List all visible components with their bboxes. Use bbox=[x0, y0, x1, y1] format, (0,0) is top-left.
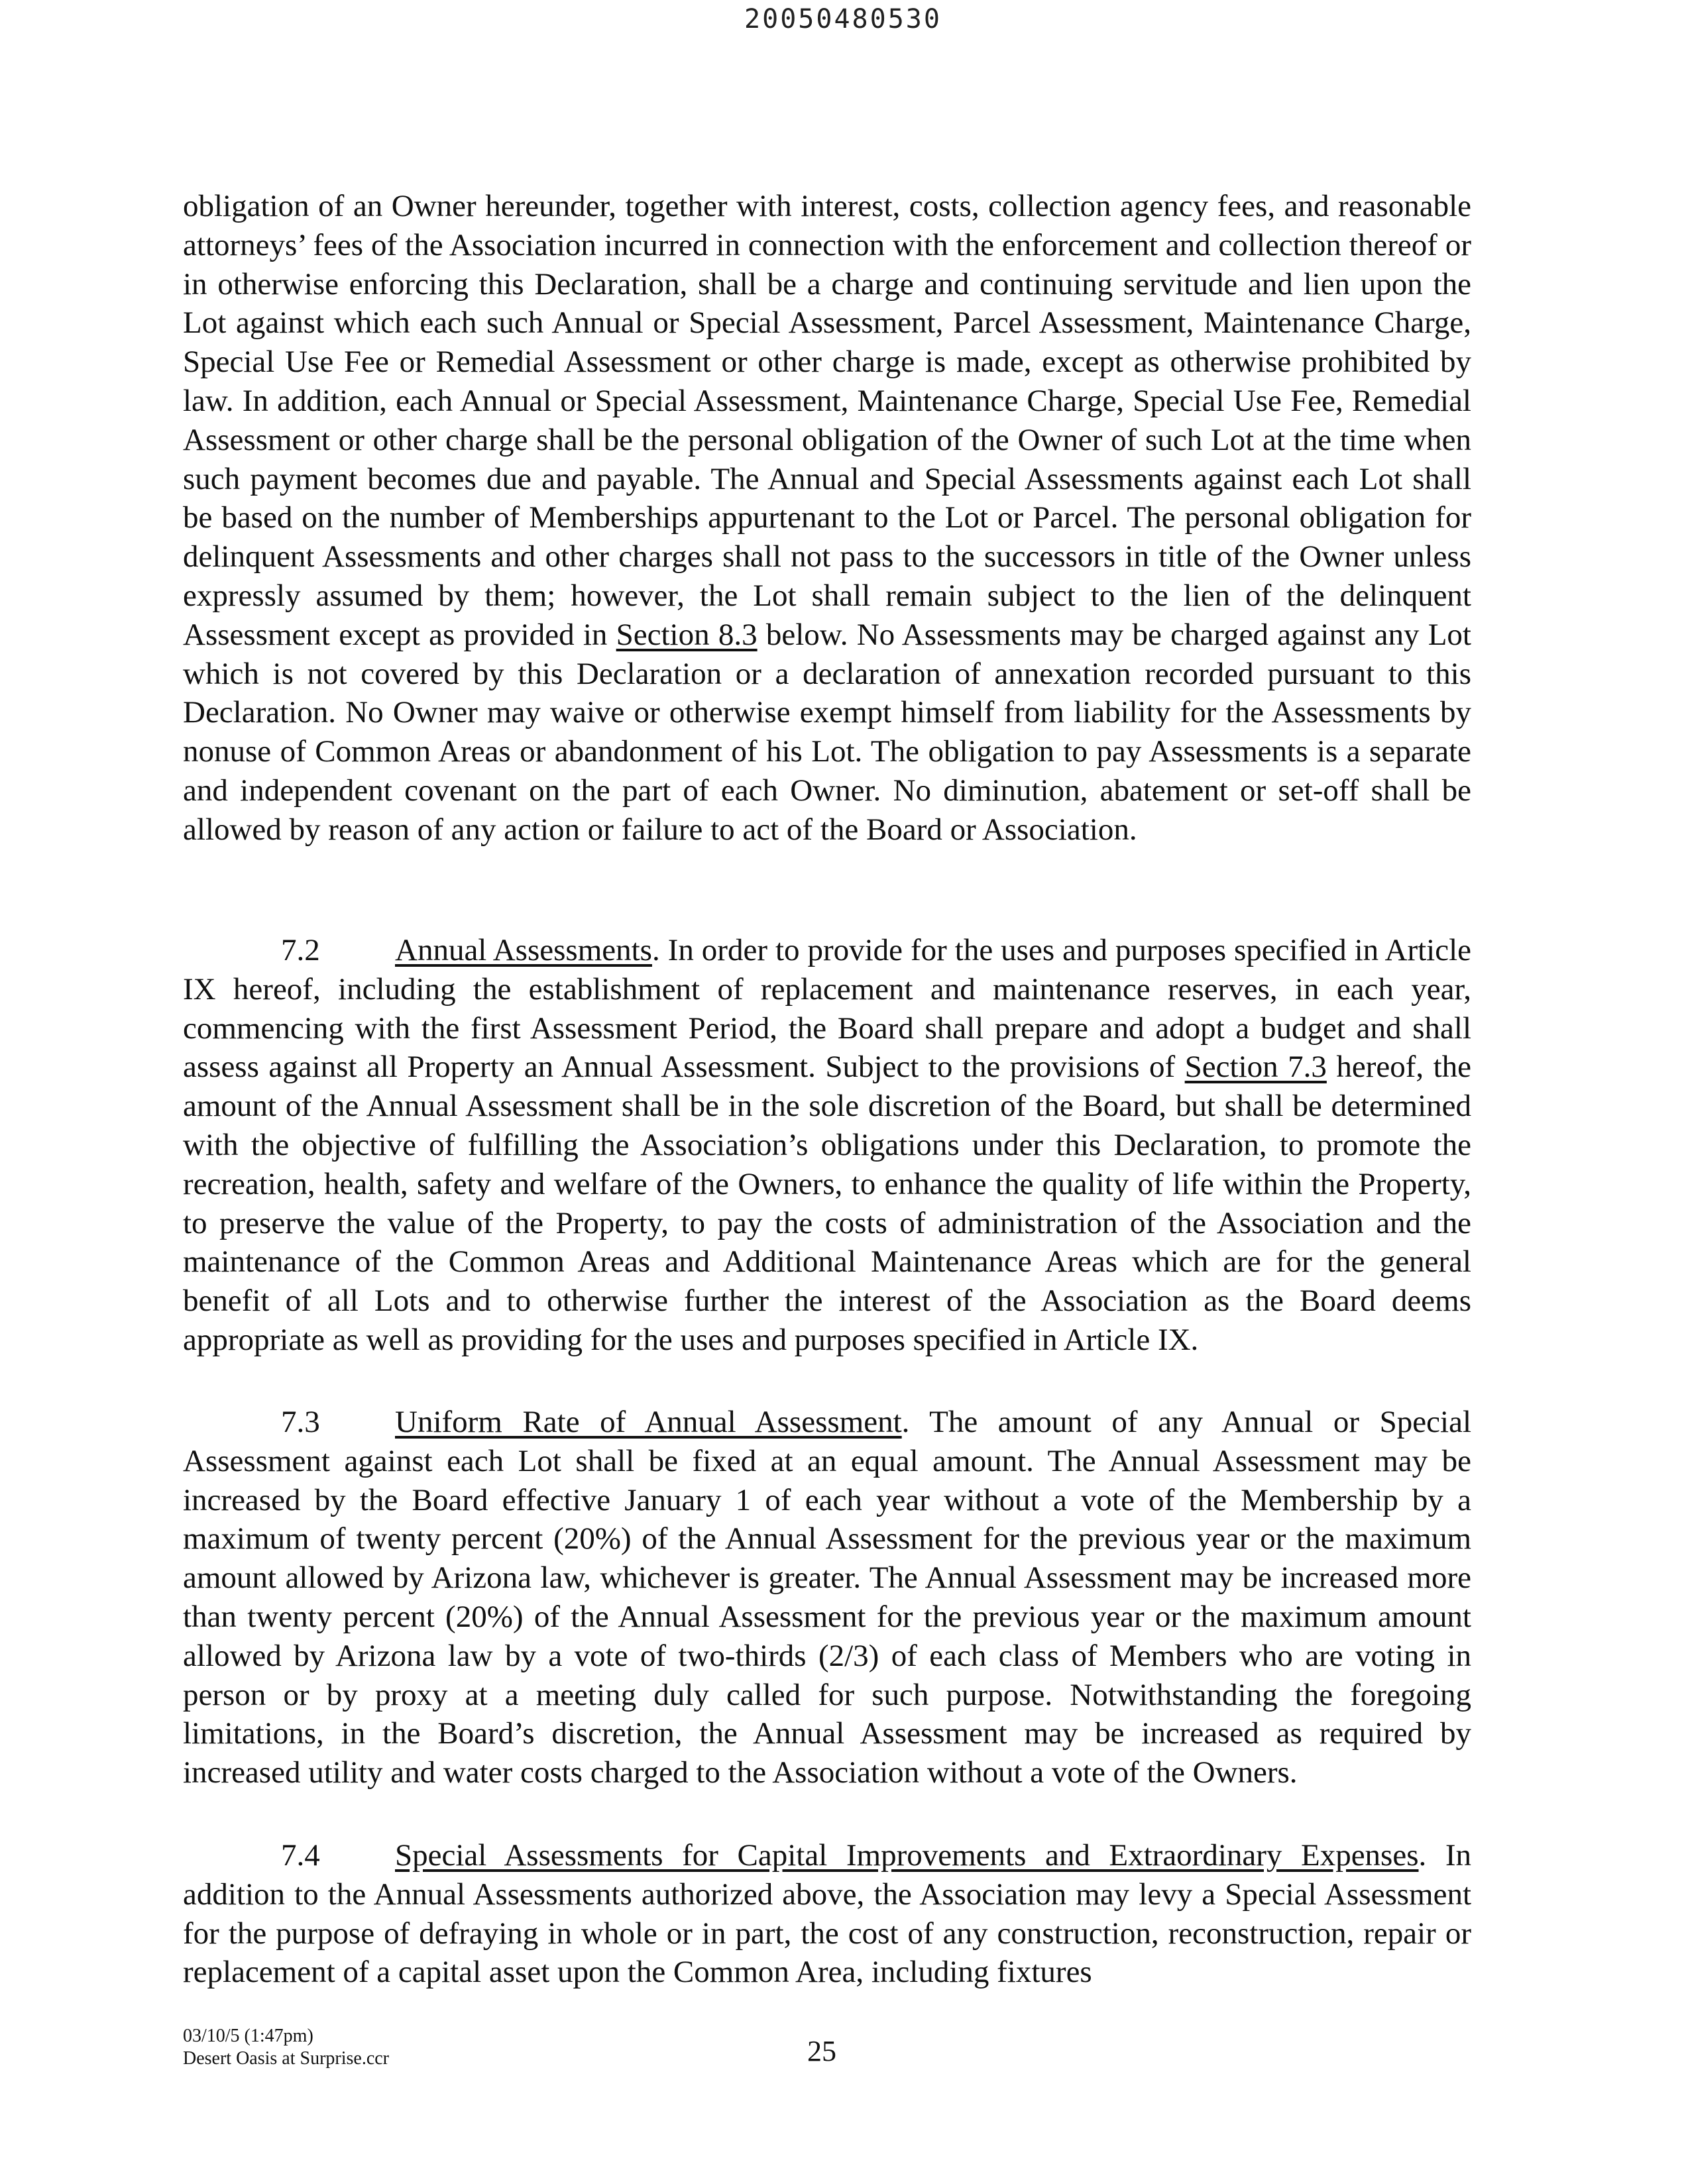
paragraph-text: below. No Assessments may be charged against any Lot which is not covered by this Declaration or a declaration of annexation recorded pursuant to this Declaration. No Owner may waive or otherwise exempt himself from liability for the Assessments by nonuse of Common Areas or abandonment of his Lot. The obligation to pay Assessments is a separate and independent covenant on the part of each Owner. No diminution, abatement or set-off shall be allowed by reason of any action or failure to act of the Board or Association. bbox=[183, 617, 1471, 847]
paragraph-text: . The amount of any Annual or Special Assessment against each Lot shall be fixed at an equal amount. The Annual Assessment may be increased by the Board effective January 1 of each year without a vote of the Membership by a maximum of twenty percent (20%) of the Annual Assessment for the previous year or the maximum amount allowed by Arizona law, whichever is greater. The Annual Assessment may be increased more than twenty percent (20%) of the Annual Assessment for the previous year or the maximum amount allowed by Arizona law by a vote of two-thirds (2/3) of each class of Members who are voting in person or by proxy at a meeting duly called for such purpose. Notwithstanding the foregoing limitations, in the Board’s discretion, the Annual Assessment may be increased as required by increased utility and water costs charged to the Association without a vote of the Owners. bbox=[183, 1405, 1472, 1790]
section-7-2-paragraph bbox=[183, 931, 1471, 1360]
paragraph-text: obligation of an Owner hereunder, together with interest, costs, collection agency fees, and reasonable attorneys’ fees of the Association incurred in connection with the enforcement and collection thereof or in otherwise enforcing this Declaration, shall be a charge and continuing servitude and lien upon the Lot against which each such Annual or Special Assessment, Parcel Assessment, Maintenance Charge, Special Use Fee or Remedial Assessment or other charge is made, except as otherwise prohibited by law. In addition, each Annual or Special Assessment, Maintenance Charge, Special Use Fee, Remedial Assessment or other charge shall be the personal obligation of the Owner of such Lot at the time when such payment becomes due and payable. The Annual and Special Assessments against each Lot shall be based on the number of Memberships appurtenant to the Lot or Parcel. The personal obligation for delinquent Assessments and other charges shall not pass to the successors in title of the Owner unless expressly assumed by them; however, the Lot shall remain subject to the lien of the delinquent Assessment except as provided in bbox=[183, 189, 1471, 652]
footer-date: 03/10/5 (1:47pm) bbox=[183, 2026, 313, 2046]
section-number: 7.4 bbox=[281, 1838, 320, 1873]
section-7-3-reference: Section 7.3 bbox=[1184, 1050, 1327, 1085]
section-7-3-paragraph bbox=[183, 1403, 1471, 1792]
paragraph-text: hereof, the amount of the Annual Assessment shall be in the sole discretion of the Board, but shall be determined with the objective of fulfilling the Association’s obligations under this Declaration, to promote the recreation, health, safety and welfare of the Owners, to enhance the quality of life within the Property, to preserve the value of the Property, to pay the costs of administration of the Association and the maintenance of the Common Areas and Additional Maintenance Areas which are for the general benefit of all Lots and to otherwise further the interest of the Association as the Board deems appropriate as well as providing for the uses and purposes specified in Article IX. bbox=[183, 1050, 1471, 1357]
section-number: 7.2 bbox=[281, 933, 320, 967]
section-7-4-paragraph bbox=[183, 1836, 1471, 1992]
section-heading: Annual Assessments bbox=[395, 933, 652, 967]
section-8-3-reference: Section 8.3 bbox=[616, 617, 758, 652]
footer-file-info bbox=[183, 2025, 389, 2070]
section-number: 7.3 bbox=[281, 1405, 320, 1439]
continuation-paragraph bbox=[183, 187, 1471, 849]
footer-filename: Desert Oasis at Surprise.ccr bbox=[183, 2048, 390, 2069]
page-number: 25 bbox=[807, 2035, 836, 2067]
recording-number: 20050480530 bbox=[744, 4, 942, 34]
paragraph-text: . In order to provide for the uses and purposes specified in Article IX hereof, including the establishment of replacement and maintenance reserves, in each year, commencing with the first Assessment Period, the Board shall prepare and adopt a budget and shall assess against all Property an Annual Assessment. Subject to the provisions of bbox=[183, 933, 1471, 1085]
section-heading: Uniform Rate of Annual Assessment bbox=[395, 1405, 902, 1439]
paragraph-text: . In addition to the Annual Assessments authorized above, the Association may levy a Special Assessment for the purpose of defraying in whole or in part, the cost of any construction, reconstruction, repair or replacement of a capital asset upon the Common Area, including fixtures bbox=[183, 1838, 1472, 1990]
section-heading: Special Assessments for Capital Improvements and Extraordinary Expenses bbox=[395, 1838, 1419, 1873]
